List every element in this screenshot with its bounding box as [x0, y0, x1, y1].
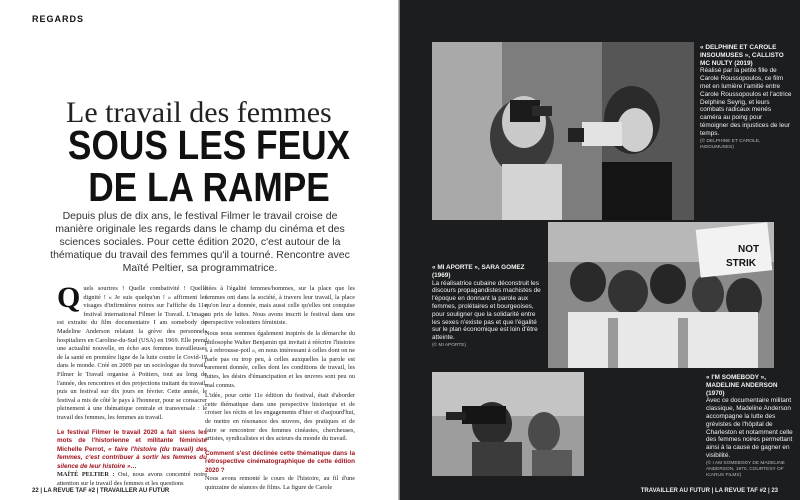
- caption-1-credit: (© DELPHINE ET CAROLE, INSOUMUSES): [700, 138, 761, 150]
- section-label: REGARDS: [32, 14, 85, 24]
- folio-left: 22 | LA REVUE TAF #2 | TRAVAILLER AU FUTUR: [32, 488, 170, 494]
- right-page: [400, 0, 800, 500]
- body-column-1: [57, 281, 207, 491]
- col1-paragraph-1: uels sourires ! Quelle combativité ! Quelle dignité ! « Je suis quelqu'un ! » affirment les visages d'infirmières noires sur l'affiche du 11e festival international Filmer le Travail. L'image est extraite du film documentaire I am somebody de Madeline Anderson relatant la grève des personnels hospitaliers en Caroline-du-Sud (USA) en 1969. Elle prend une actualité nouvelle, en écho aux femmes travailleuses de la santé en première ligne de la lutte contre le Covid-19 dans le monde. Créé en 2009 par un sociologue du travail, Filmer le Travail organise à Poitiers, tout au long de l'année, des rencontres et des projections traitant du travail, puis un festival sur dix jours en février. Cette année, le festival a mis de côté le pays à l'honneur, pour se consacrer pleinement à une thématique centrale et transversale : le travail des femmes, les femmes au travail.: [57, 285, 207, 421]
- protest-sign-line-2: STRIK: [726, 258, 756, 269]
- col2-paragraph-3: L'idée, pour cette 11e édition du festival, était d'aborder cette thématique dans une perspective historique et de croiser les récits et les engagements d'hier et d'aujourd'hui, de mettre en résonance des œuvres, des pratiques et de faire se rencontrer des femmes cinéastes, chercheuses, artistes, syndicalistes et des acteurs du monde du travail.: [205, 392, 355, 443]
- drop-cap: Q: [57, 281, 81, 314]
- caption-2-title: « MI APORTE », SARA GOMEZ (1969): [432, 264, 525, 279]
- caption-2-credit: (© MI APORTE): [432, 342, 467, 348]
- answer-speaker: MAÏTÉ PELTIER :: [57, 471, 115, 479]
- caption-1-title: « DELPHINE ET CAROLE INSOUMUSES », CALLISTO MC NULTY (2019): [700, 44, 784, 67]
- photo-im-somebody: [548, 222, 774, 368]
- caption-3-title: « I'M SOMEBODY », MADELINE ANDERSON (1970): [706, 374, 778, 397]
- body-column-2: [205, 285, 355, 495]
- caption-photo-3: [706, 374, 794, 479]
- caption-3-body: Avec ce documentaire militant classique, Madeline Anderson accompagne la lutte des grévistes de l'hôpital de Charleston et notamment celle des femmes noires permettant ainsi à la cause de gagner en visibilité.: [706, 397, 793, 459]
- col2-paragraph-1: liées à l'égalité femmes/hommes, sur la place que les femmes ont dans la société, à travers leur travail, la place qu'on leur a donnée, mais aussi celle qu'elles ont conquise au prix de luttes. Nous avons inscrit le festival dans une perspective volontiers féministe.: [205, 285, 355, 327]
- answer-1-text: Oui, nous avons concentré notre attention sur le travail des femmes et les questions: [57, 471, 207, 488]
- caption-1-body: Réalisé par la petite fille de Carole Roussopoulos, ce film met en lumière l'amitié entre Carole Roussopoulos et l'actrice Delphine Seyrig, et leurs combats radicaux menés caméra au poing pour témoigner des injustices de leur temps.: [700, 67, 792, 137]
- article-kicker: Le travail des femmes: [66, 96, 332, 129]
- folio-right: TRAVAILLER AU FUTUR | LA REVUE TAF #2 | 23: [640, 488, 778, 494]
- caption-photo-1: [700, 44, 792, 151]
- photo-delphine-et-carole: [432, 42, 694, 220]
- caption-photo-2: [432, 264, 542, 349]
- photo-mi-aporte: [432, 372, 584, 476]
- col2-paragraph-2: Nous nous sommes également inspirés de la démarche du philosophe Walter Benjamin qui invitait à réécrire l'histoire « à rebrousse-poil », en nous intéressant à celles dont on ne parle pas ou trop peu, à celles auxquelles la parole est rarement donnée, celles dont les conditions de travail, les luttes, les désirs d'émancipation et les œuvres sont peu ou mal connus.: [205, 329, 355, 389]
- headline-line-2: DE LA RAMPE: [88, 164, 330, 210]
- interview-question-1: [57, 429, 207, 472]
- col2-paragraph-4: Nous avons remonté le cours de l'histoire, au fil d'une quinzaine de séances de films. La figure de Carole: [205, 475, 355, 492]
- interview-question-2: Comment s'est déclinée cette thématique dans la rétrospective cinématographique de cette édition 2020 ?: [205, 449, 355, 474]
- protest-sign-line-1: NOT: [738, 244, 760, 255]
- article-standfirst: Depuis plus de dix ans, le festival Filmer le travail croise de manière originale les regards dans le champ du cinéma et des sciences sociales. Pour cette édition 2020, c'est autour de la thématique du travail des femmes qu'il a tourné. Rencontre avec Maïté Peltier, sa programmatrice.: [50, 210, 350, 274]
- question-1-intro: Le festival Filmer le travail 2020 a fait siens les mots de l'historienne et militante féministe Michelle Perrot,: [57, 428, 207, 453]
- caption-3-credit: (© I AM SOMEBODY DE MADELINE ANDERSON, 1970, COURTESY OF ICARUS FILMS): [706, 460, 785, 478]
- headline-line-1: SOUS LES FEUX: [67, 122, 351, 168]
- article-headline: [67, 124, 351, 208]
- question-1-quote: « faire l'histoire (du travail) des femmes, c'est contribuer à sortir les femmes du silence de leur histoire »…: [57, 445, 207, 470]
- caption-2-body: La réalisatrice cubaine déconstruit les discours propagandistes machistes de l'époque en donnant la parole aux femmes, prolétaires et bourgeoises, pour souligner que la solidarité entre les sexes n'existe pas et que l'égalité sur le plan économique est loin d'être atteinte.: [432, 279, 541, 342]
